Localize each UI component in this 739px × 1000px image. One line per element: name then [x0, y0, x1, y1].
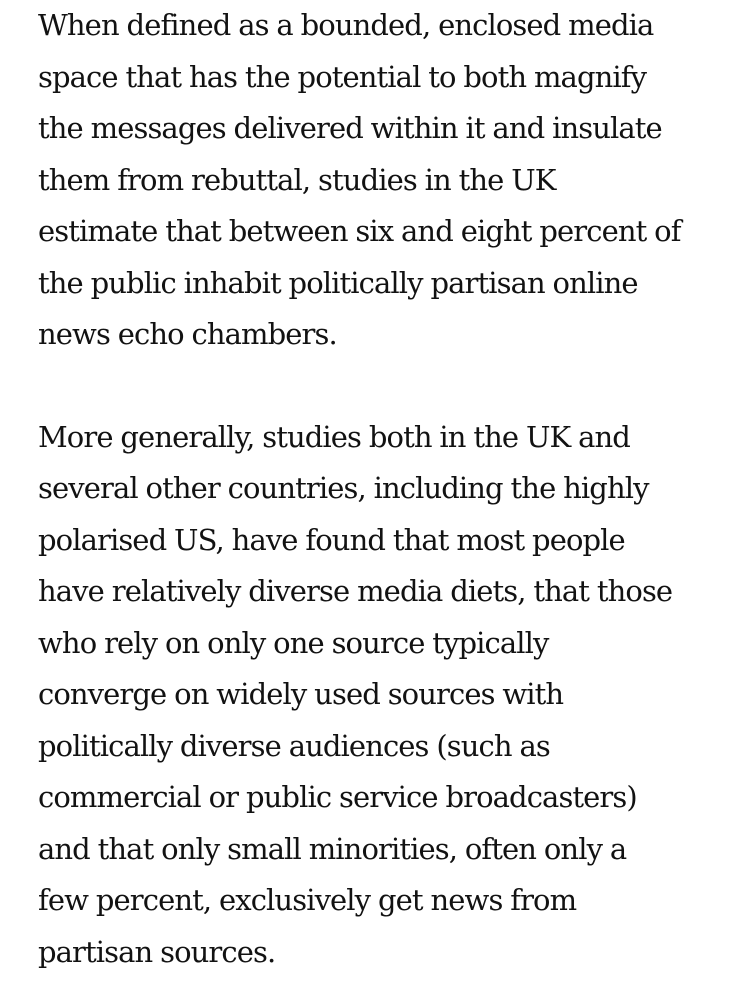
paragraph-line: news echo chambers.: [38, 317, 337, 351]
paragraph-line: When defined as a bounded, enclosed media: [38, 8, 654, 42]
paragraph-line: who rely on only one source typically: [38, 625, 549, 660]
paragraph-line: converge on widely used sources with: [38, 677, 564, 711]
paragraph-line: few percent, exclusively get news from: [38, 883, 577, 917]
paragraph-echo-chambers: [38, 0, 719, 361]
paragraph-line: space that has the potential to both magnify: [38, 59, 647, 94]
paragraph-line: the messages delivered within it and insulate: [38, 111, 662, 145]
paragraph-media-diets: [38, 412, 719, 979]
paragraph-line: have relatively diverse media diets, that those: [38, 574, 673, 608]
paragraph-line: polarised US, have found that most people: [38, 522, 625, 557]
paragraph-line: and that only small minorities, often only a: [38, 831, 627, 866]
paragraph-line: More generally, studies both in the UK and: [38, 419, 630, 454]
paragraph-line: partisan sources.: [38, 934, 276, 969]
paragraph-line: commercial or public service broadcasters): [38, 780, 637, 814]
paragraph-line: estimate that between six and eight percent of: [38, 214, 681, 248]
paragraph-line: them from rebuttal, studies in the UK: [38, 162, 556, 197]
paragraph-line: politically diverse audiences (such as: [38, 728, 550, 763]
paragraph-line: several other countries, including the highly: [38, 471, 649, 505]
paragraph-line: the public inhabit politically partisan online: [38, 265, 638, 300]
